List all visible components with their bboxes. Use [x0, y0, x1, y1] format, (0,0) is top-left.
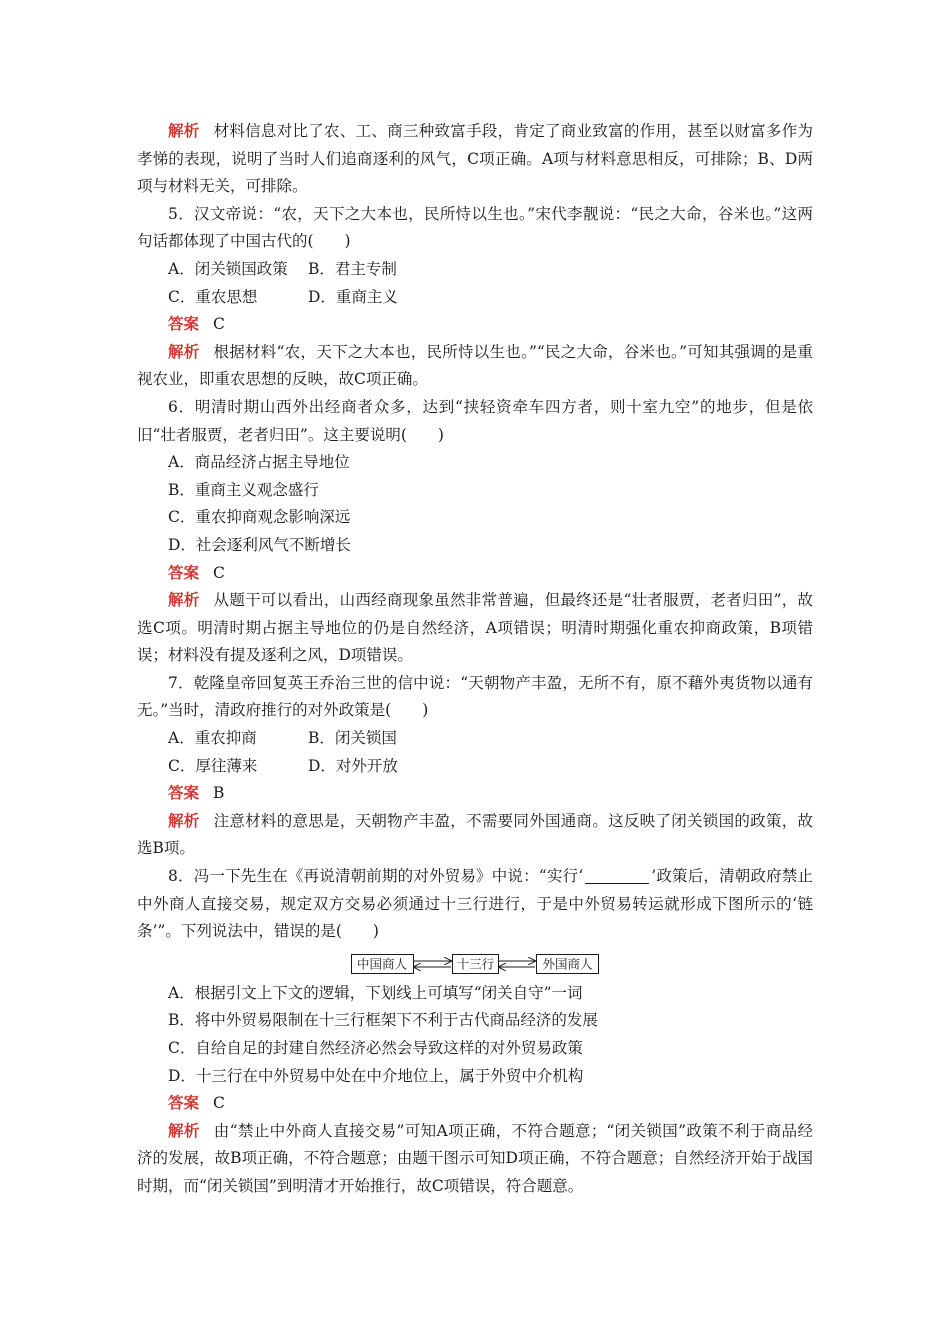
q5-stem: 5．汉文帝说：“农，天下之大本也，民所恃以生也。”宋代李靓说：“民之大命，谷米也。”这两句话都体现了中国古代的( )	[137, 204, 813, 251]
q5-answer: 答案 C	[168, 315, 225, 334]
diagram-label-thirteen-hongs: 十三行	[456, 956, 495, 972]
document-content	[137, 118, 813, 1201]
q7-answer: 答案 B	[168, 784, 225, 803]
q6-analysis: 解析 从题干可以看出，山西经商现象虽然非常普遍，但最终还是“壮者服贾，老者归田”，故选C项。明清时期占据主导地位的仍是自然经济，A项错误；明清时期强化重农抑商政策，B项错误；材料没有提及逐利之风，D项错误。	[137, 591, 813, 665]
q6-option-b: B．重商主义观念盛行	[168, 480, 319, 499]
q5-option-c: C．重农思想	[168, 287, 258, 306]
answer-label: 答案	[168, 563, 200, 582]
q8-analysis: 解析 由“禁止中外商人直接交易”可知A项正确，不符合题意；“闭关锁国”政策不利于商品经济的发展，故B项正确，不符合题意；由题干图示可知D项正确，不符合题意；自然经济开始于战国时期，而“闭关锁国”到明清才开始推行，故C项错误，符合题意。	[137, 1121, 813, 1195]
q8-stem: 8．冯一下先生在《再说清朝前期的对外贸易》中说：“实行‘ ’政策后，清朝政府禁止中外商人直接交易，规定双方交易必须通过十三行进行，于是中外贸易转运就形成下图所示的‘链条’”。下列说法中，错误的是( )	[137, 867, 813, 941]
q6-option-d: D．社会逐利风气不断增长	[168, 535, 351, 554]
q7-analysis: 解析 注意材料的意思是，天朝物产丰盈，不需要同外国通商。这反映了闭关锁国的政策，故选B项。	[137, 811, 813, 858]
q5-options-row-2	[137, 284, 813, 312]
q8-option-a: A．根据引文上下文的逻辑，下划线上可填写“闭关自守”一词	[168, 983, 583, 1002]
q5-options-row-1	[137, 256, 813, 284]
trade-chain-svg	[351, 952, 599, 976]
q8-option-b: B．将中外贸易限制在十三行框架下不利于古代商品经济的发展	[168, 1011, 598, 1030]
q6-option-a: A．商品经济占据主导地位	[168, 453, 350, 472]
diagram-label-foreign-merchant: 外国商人	[542, 956, 593, 972]
analysis-label: 解析	[168, 591, 200, 610]
q5-option-b: B．君主专制	[308, 259, 397, 278]
analysis-label: 解析	[168, 811, 200, 830]
q5-option-d: D．重商主义	[308, 287, 398, 306]
analysis-label: 解析	[168, 1121, 200, 1140]
q7-option-d: D．对外开放	[308, 756, 398, 775]
analysis-label: 解析	[168, 342, 200, 361]
q4-analysis: 解析 材料信息对比了农、工、商三种致富手段，肯定了商业致富的作用，甚至以财富多作为孝悌的表现，说明了当时人们追商逐利的风气，C项正确。A项与材料意思相反，可排除；B、D两项与材料无关，可排除。	[137, 122, 813, 196]
q5-analysis: 解析 根据材料“农，天下之大本也，民所恃以生也。”“民之大命，谷米也。”可知其强调的是重视农业，即重农思想的反映，故C项正确。	[137, 342, 813, 389]
answer-label: 答案	[168, 1094, 200, 1113]
q7-options-row-2	[137, 753, 813, 781]
q8-option-d: D．十三行在中外贸易中处在中介地位上，属于外贸中介机构	[168, 1066, 584, 1085]
answer-label: 答案	[168, 315, 200, 334]
diagram-label-china-merchant: 中国商人	[356, 956, 408, 972]
q6-stem: 6．明清时期山西外出经商者众多，达到“挟轻资牵车四方者，则十室九空”的地步，但是依旧“壮者服贾，老者归田”。这主要说明( )	[137, 397, 813, 444]
q6-option-c: C．重农抑商观念影响深远	[168, 508, 351, 527]
answer-label: 答案	[168, 784, 200, 803]
q5-option-a: A．闭关锁国政策	[168, 259, 288, 278]
q7-option-b: B．闭关锁国	[308, 729, 397, 748]
q8-option-c: C．自给自足的封建自然经济必然会导致这样的对外贸易政策	[168, 1039, 583, 1057]
q7-option-a: A．重农抑商	[168, 729, 257, 748]
q7-options-row-1	[137, 725, 813, 753]
q6-answer: 答案 C	[168, 563, 225, 582]
q7-stem: 7．乾隆皇帝回复英王乔治三世的信中说：“天朝物产丰盈，无所不有，原不藉外夷货物以通有无。”当时，清政府推行的对外政策是( )	[137, 673, 813, 720]
analysis-label: 解析	[168, 122, 200, 140]
q8-answer: 答案 C	[168, 1094, 225, 1113]
q7-option-c: C．厚往薄来	[168, 756, 258, 775]
trade-chain-diagram	[137, 952, 813, 976]
fill-in-blank	[585, 867, 649, 884]
